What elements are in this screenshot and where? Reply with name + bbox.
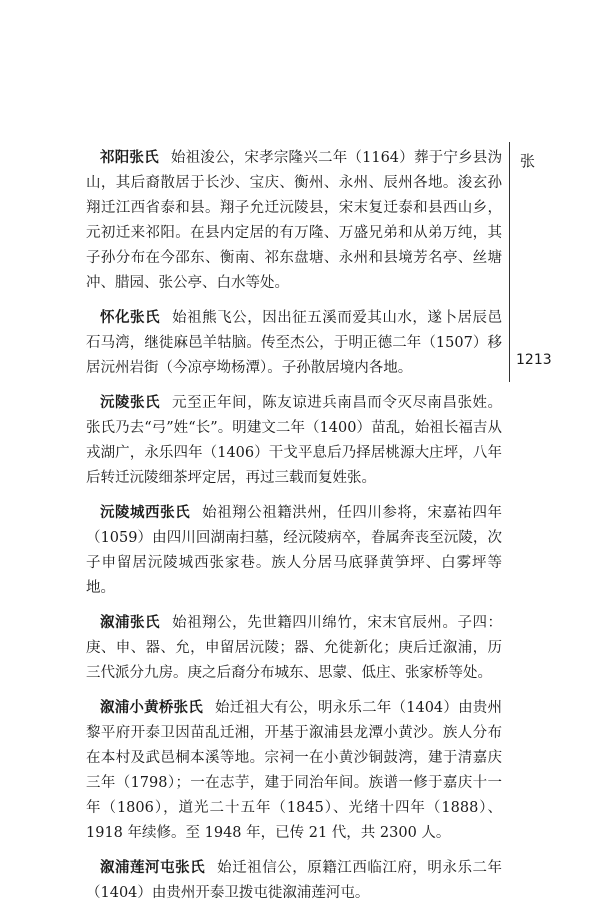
entry-name: 溆浦莲河屯张氏: [100, 860, 206, 876]
entry-text: 始祖翔公，先世籍四川绵竹，宋末官辰州。子四：庚、申、器、允，申留居沅陵；器、允徙新化；庚后迁溆浦，历三代派分九房。庚之后裔分布城东、思蒙、低庄、张家桥等处。: [86, 615, 503, 681]
sidebar-rule: [509, 142, 510, 382]
entry-yuanling-chengxi: [86, 501, 502, 601]
entry-name: 怀化张氏: [100, 310, 161, 326]
entry-text: 始迁祖信公，原籍江西临江府，明永乐二年（1404）由贵州开泰卫拨屯徙溆浦莲河屯。: [86, 860, 502, 901]
entries-body: [86, 146, 502, 916]
entry-text: 始祖浚公，宋孝宗隆兴二年（1164）葬于宁乡县沩山，其后裔散居于长沙、宝庆、衡州、永州、辰州各地。浚玄孙翔迁江西省泰和县。翔子允迁沅陵县，宋末复迁泰和县西山乡，元初迁来祁阳。在县内定居的有万隆、万盛兄弟和从弟万纯，其子孙分布在今邵东、衡南、祁东盘塘、永州和县境芳名亭、丝塘冲、腊园、张公亭、白水等处。: [86, 150, 503, 291]
entry-name: 沅陵城西张氏: [100, 505, 191, 521]
entry-name: 沅陵张氏: [100, 395, 161, 411]
entry-text: 元至正年间，陈友谅进兵南昌而令灭尽南昌张姓。张氏乃去“弓”姓“长”。明建文二年（1400）苗乱，始祖长福吉从戎湖广，永乐四年（1406）干戈平息后乃择居桃源大庄坪，八年后转迁沅陵细茶坪定居，再过三载而复姓张。: [86, 395, 503, 486]
entry-huaihua: [86, 306, 502, 381]
entry-text: 始祖熊飞公，因出征五溪而爱其山水，遂卜居辰邑石马湾，继徙麻邑羊牯脑。传至杰公，于明正德二年（1507）移居沅州岩街（今凉亭坳杨潭）。子孙散居境内各地。: [86, 310, 503, 376]
entry-name: 祁阳张氏: [100, 150, 159, 166]
entry-yuanling: [86, 391, 502, 491]
entry-text: 始迁祖大有公，明永乐二年（1404）由贵州黎平府开泰卫因苗乱迁湘，开基于溆浦县龙潭小黄沙。族人分布在本村及武邑桐本溪等地。宗祠一在小黄沙铜鼓湾，建于清嘉庆三年（1798）；一在志芋，建于同治年间。族谱一修于嘉庆十一年（1806），道光二十五年（1845）、光绪十四年（1888）、1918 年续修。至 1948 年，已传 21 代，共 2300 人。: [86, 700, 503, 841]
entry-xupu-xiaohuangqiao: [86, 696, 502, 846]
entry-name: 溆浦张氏: [100, 615, 161, 631]
entry-qiyang: [86, 146, 502, 296]
entry-xupu: [86, 611, 502, 686]
entry-name: 溆浦小黄桥张氏: [100, 700, 203, 716]
entry-xupu-lianhetun: [86, 856, 502, 906]
page-number: 1213: [516, 352, 552, 368]
entry-text: 始祖翔公祖籍洪州，任四川参将，宋嘉祐四年（1059）由四川回湖南扫墓，经沅陵病卒，眷属奔丧至沅陵，次子申留居沅陵城西张家巷。族人分居马底驿黄笋坪、白雾坪等地。: [86, 505, 503, 596]
section-character: 张: [520, 152, 536, 170]
